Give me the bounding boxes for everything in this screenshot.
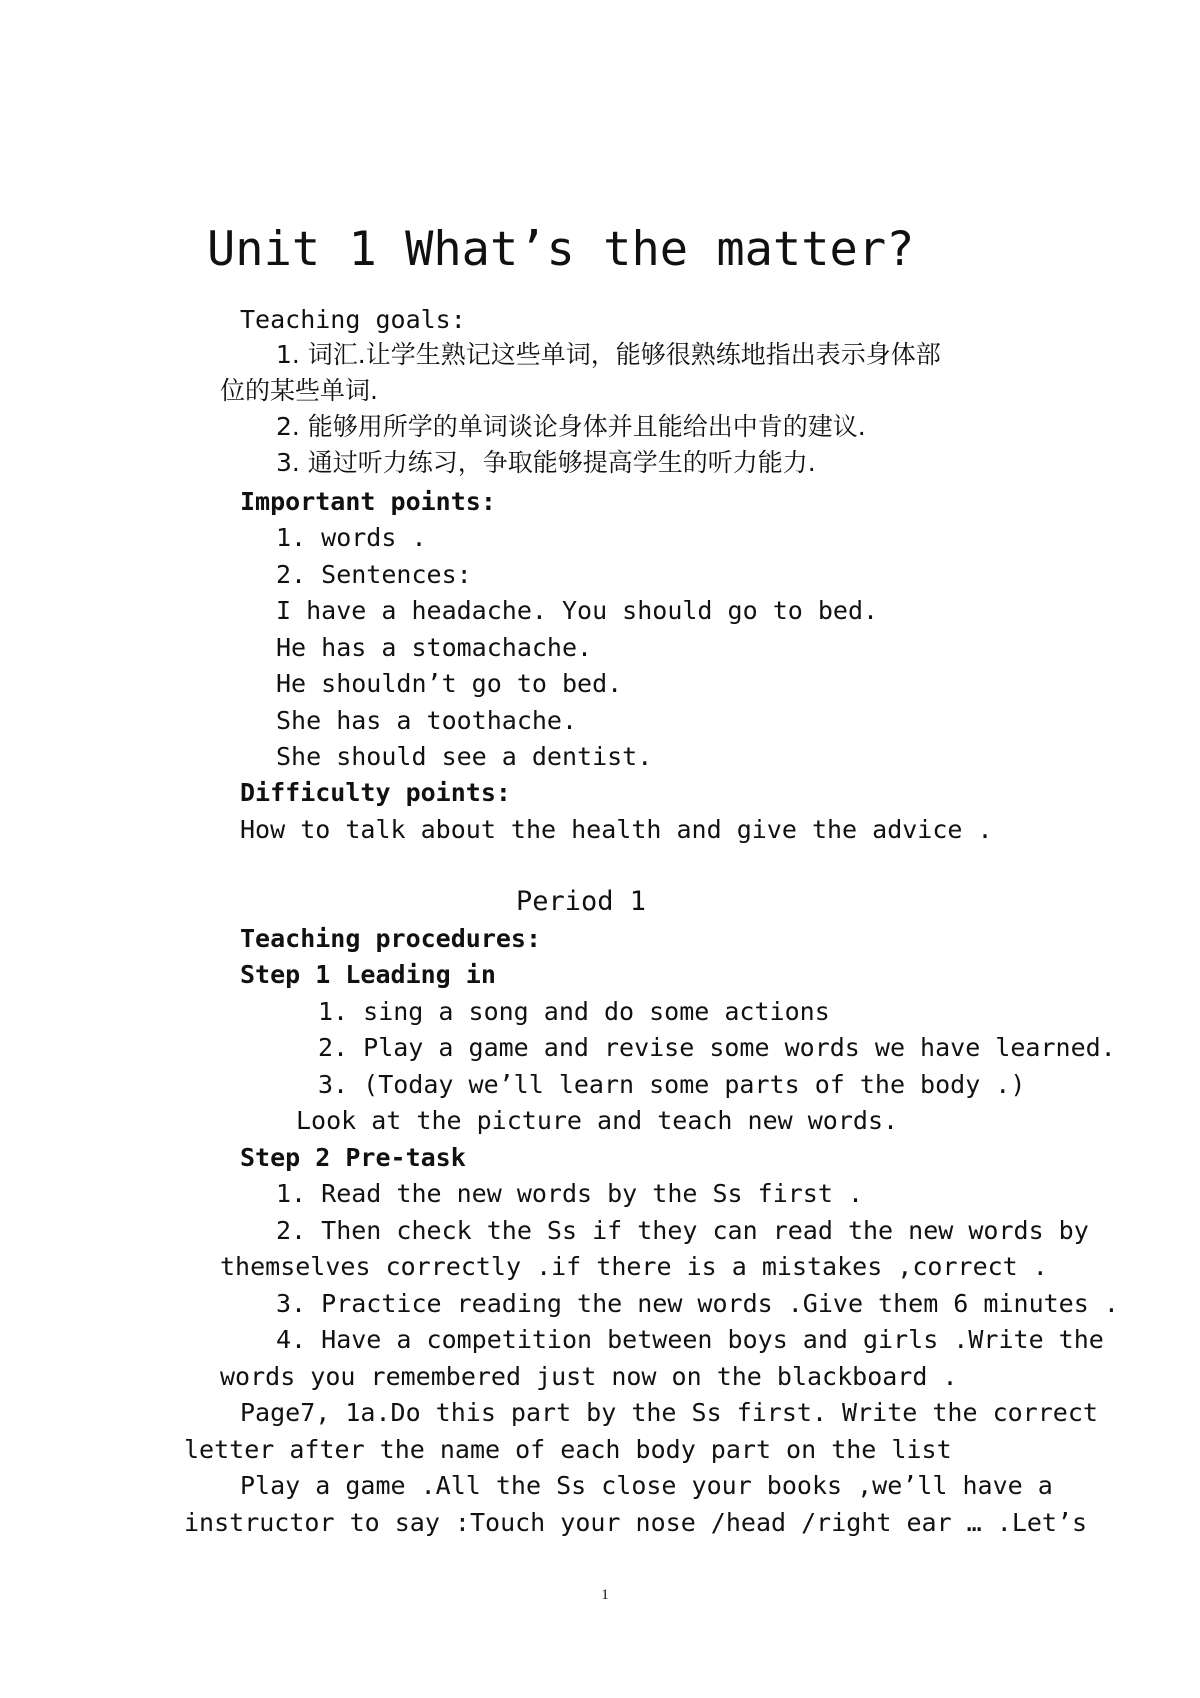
teaching-goal-3: 3. 通过听力练习，争取能够提高学生的听力能力. (276, 448, 816, 477)
document-title: Unit 1 What’s the matter? (207, 222, 915, 277)
sentence-line: He has a stomachache. (276, 633, 593, 662)
step-2-heading: Step 2 Pre-task (240, 1143, 466, 1172)
teaching-goal-1-continued: 位的某些单词. (220, 376, 378, 405)
sentence-line: She should see a dentist. (276, 742, 653, 771)
important-point-words: 1. words . (276, 523, 427, 552)
teaching-goal-2: 2. 能够用所学的单词谈论身体并且能给出中肯的建议. (276, 412, 866, 441)
step-2-item-4: 4. Have a competition between boys and girls .Write the (276, 1325, 1104, 1354)
step-2-item-1: 1. Read the new words by the Ss first . (276, 1179, 863, 1208)
teaching-goal-1: 1. 词汇.让学生熟记这些单词，能够很熟练地指出表示身体部 (276, 340, 941, 369)
step-2-item-4-continued: words you remembered just now on the blackboard . (220, 1362, 958, 1391)
sentence-line: He shouldn’t go to bed. (276, 669, 623, 698)
step-1-item: 3. (Today we’ll learn some parts of the body .) (318, 1070, 1026, 1099)
important-point-sentences: 2. Sentences: (276, 560, 472, 589)
step-1-heading: Step 1 Leading in (240, 960, 496, 989)
step-1-note: Look at the picture and teach new words. (296, 1106, 899, 1135)
difficulty-points-text: How to talk about the health and give the advice . (240, 815, 993, 844)
step-2-item-2-continued: themselves correctly .if there is a mistakes ,correct . (220, 1252, 1048, 1281)
step-1-item: 1. sing a song and do some actions (318, 997, 830, 1026)
step-2-item-2: 2. Then check the Ss if they can read the new words by (276, 1216, 1089, 1245)
difficulty-points-heading: Difficulty points: (240, 778, 511, 807)
sentence-line: She has a toothache. (276, 706, 578, 735)
sentence-line: I have a headache. You should go to bed. (276, 596, 879, 625)
important-points-heading: Important points: (240, 487, 496, 516)
page-number: 1 (601, 1587, 609, 1603)
teaching-procedures-heading: Teaching procedures: (240, 924, 542, 953)
period-heading: Period 1 (516, 886, 647, 917)
page7-instruction-continued: letter after the name of each body part on the list (184, 1435, 952, 1464)
teaching-goals-heading: Teaching goals: (240, 305, 466, 334)
step-2-item-3: 3. Practice reading the new words .Give them 6 minutes . (276, 1289, 1119, 1318)
step-1-item: 2. Play a game and revise some words we have learned. (318, 1033, 1116, 1062)
game-instruction: Play a game .All the Ss close your books ,we’ll have a (240, 1471, 1053, 1500)
game-instruction-continued: instructor to say :Touch your nose /head /right ear … .Let’s (184, 1508, 1088, 1537)
page7-instruction: Page7, 1a.Do this part by the Ss first. Write the correct (240, 1398, 1098, 1427)
